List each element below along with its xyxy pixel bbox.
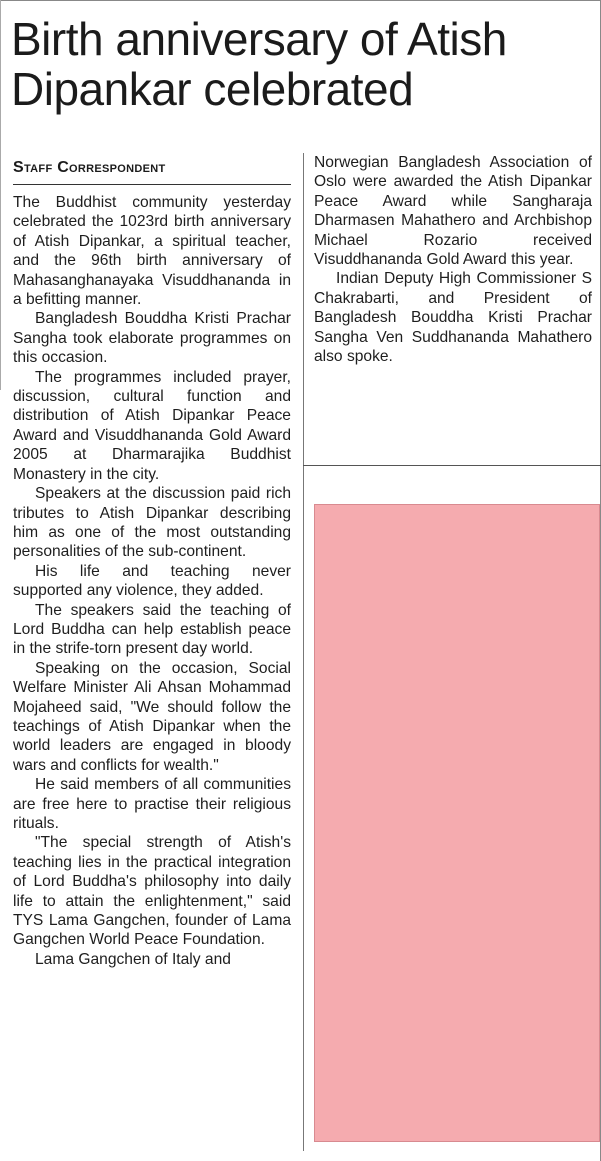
paragraph: Lama Gangchen of Italy and bbox=[35, 950, 231, 968]
page-border-top bbox=[0, 0, 601, 1]
paragraph: The speakers said the teaching of Lord Buddha can help establish peace in the strife-torn present day world. bbox=[13, 601, 291, 658]
paragraph: Bangladesh Bouddha Kristi Prachar Sangha took elaborate programmes on this occasion. bbox=[13, 310, 291, 367]
article-byline: Staff Correspondent bbox=[13, 159, 166, 176]
page-border-left bbox=[0, 0, 1, 390]
ad-divider bbox=[303, 465, 601, 466]
paragraph: The Buddhist community yesterday celebrated the 1023rd birth anniversary of Atish Dipankar, a spiritual teacher, and the 96th birth anniversary of Mahasanghanayaka Visuddhananda in a befitting manner. bbox=[13, 194, 291, 309]
paragraph: Speaking on the occasion, Social Welfare Minister Ali Ahsan Mohammad Mojaheed said, "We should follow the teachings of Atish Dipankar when the world leaders are engaged in bloody wars and conflicts for wealth." bbox=[13, 659, 291, 774]
paragraph: Speakers at the discussion paid rich tributes to Atish Dipankar describing him as one of the most outstanding personalities of the sub-continent. bbox=[13, 485, 291, 561]
paragraph: His life and teaching never supported any violence, they added. bbox=[13, 562, 291, 600]
article-column-1 bbox=[13, 193, 291, 969]
paragraph: Norwegian Bangladesh Association of Oslo were awarded the Atish Dipankar Peace Award while Sangharaja Dharmasen Mahathero and Archbishop Michael Rozario received Visuddhananda Gold Award this year. bbox=[314, 154, 592, 269]
article-column-2 bbox=[314, 153, 592, 366]
byline-divider bbox=[13, 184, 291, 185]
advertisement-placeholder bbox=[314, 504, 600, 1142]
paragraph: The programmes included prayer, discussion, cultural function and distribution of Atish Dipankar Peace Award and Visuddhananda Gold Award 2005 at Dharmarajika Buddhist Monastery in the city. bbox=[13, 368, 291, 483]
column-divider bbox=[303, 153, 304, 1151]
paragraph: "The special strength of Atish's teaching lies in the practical integration of Lord Buddha's philosophy into daily life to attain the enlightenment," said TYS Lama Gangchen, founder of Lama Gangchen World Peace Foundation. bbox=[13, 834, 291, 949]
paragraph: He said members of all communities are free here to practise their religious rituals. bbox=[13, 776, 291, 832]
paragraph: Indian Deputy High Commissioner S Chakrabarti, and President of Bangladesh Bouddha Kristi Prachar Sangha Ven Suddhananda Mahathero also spoke. bbox=[314, 270, 592, 366]
article-headline: Birth anniversary of Atish Dipankar celebrated bbox=[11, 13, 507, 115]
